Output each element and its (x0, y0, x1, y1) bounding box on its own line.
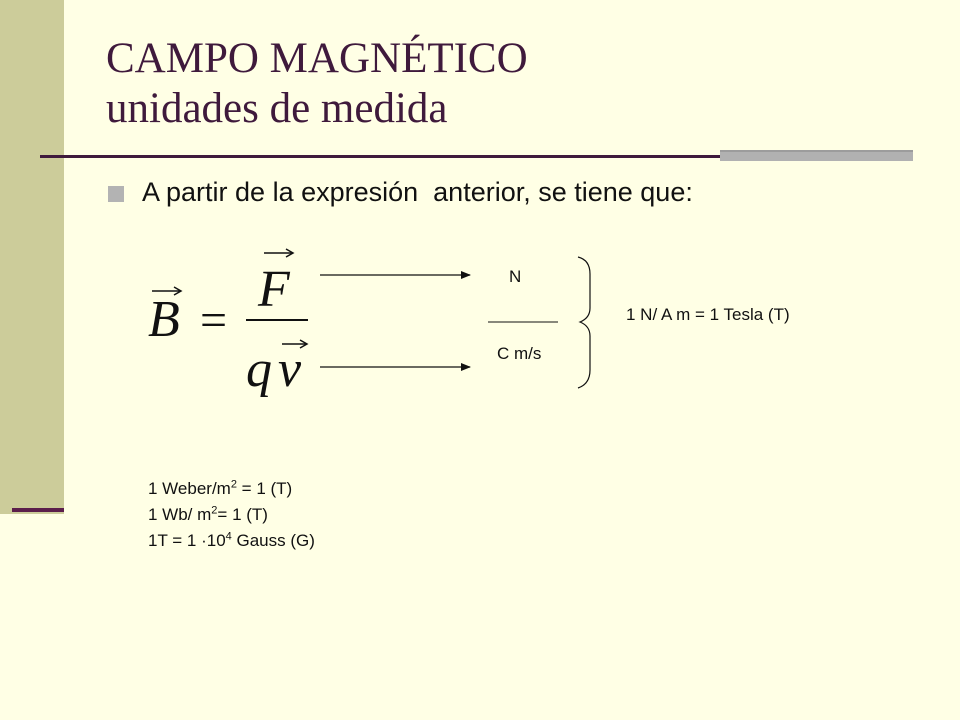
note-wb: 1 Wb/ $m^2= 1$ (T) (148, 504, 268, 524)
title-line-2: unidades de medida (106, 85, 448, 132)
formula-lhs: B (148, 291, 180, 348)
unit-notes (148, 476, 315, 554)
sidebar-band (0, 0, 64, 514)
note-weber: 1 Weber/$m^2 = 1$ (T) (148, 478, 293, 498)
formula-numerator: F (258, 261, 290, 318)
tesla-equation: 1 N/ A m = 1 Tesla (T) (626, 305, 790, 324)
bullet-text: A partir de la expresión anterior, se tiene que: (142, 177, 693, 207)
slide-title (106, 34, 528, 134)
units-numerator: N (509, 267, 522, 286)
units-denominator: C m/s (497, 344, 542, 363)
title-rule-accent (720, 150, 913, 161)
sidebar-accent-line (12, 508, 64, 512)
bullet-square-icon (108, 186, 124, 202)
brace (578, 257, 590, 388)
formula-den-v: v (278, 341, 302, 398)
title-line-1: CAMPO MAGNÉTICO (106, 35, 528, 82)
formula-den-q: q (246, 341, 272, 398)
formula-equals: = (200, 294, 228, 347)
note-gauss: $1T = 1 \cdot 10^4$ Gauss (G) (148, 530, 315, 550)
